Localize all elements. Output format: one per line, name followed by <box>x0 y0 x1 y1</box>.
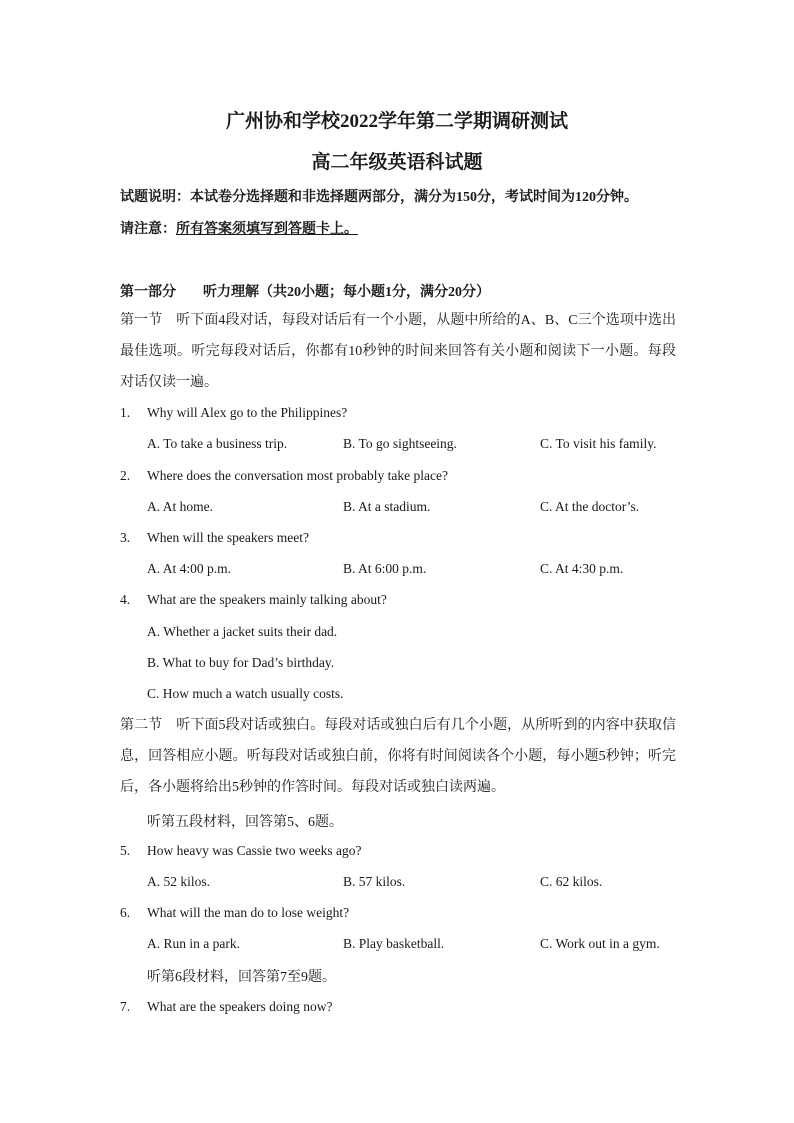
note-label: 请注意： <box>120 222 176 237</box>
option-c: C. Work out in a gym. <box>540 936 660 951</box>
question-number: 7. <box>120 999 131 1014</box>
part1-label: 第一部分 <box>120 285 176 300</box>
option-c: C. How much a watch usually costs. <box>147 686 344 701</box>
option-c: C. 62 kilos. <box>540 874 603 889</box>
question-number: 2. <box>120 468 131 483</box>
question-number: 4. <box>120 592 131 607</box>
option-b: B. Play basketball. <box>343 936 445 951</box>
option-c: C. At the doctor’s. <box>540 499 640 514</box>
material-instruction: 听第6段材料，回答第7至9题。 <box>147 970 336 985</box>
exam-note <box>120 218 358 238</box>
question-text: How heavy was Cassie two weeks ago? <box>147 843 362 858</box>
question-text: What are the speakers doing now? <box>147 999 333 1014</box>
option-a: A. At 4:00 p.m. <box>147 561 232 576</box>
question-text: When will the speakers meet? <box>147 530 309 545</box>
option-c: C. To visit his family. <box>540 436 657 451</box>
section2-label: 第二节 <box>120 718 163 733</box>
exam-title: 广州协和学校2022学年第二学期调研测试 <box>225 111 568 132</box>
part1-heading-text: 听力理解（共20小题；每小题1分，满分20分） <box>203 285 490 300</box>
option-a: A. Whether a jacket suits their dad. <box>147 624 338 639</box>
option-a: A. To take a business trip. <box>147 436 288 451</box>
material-instruction: 听第五段材料，回答第5、6题。 <box>147 815 343 830</box>
question-number: 3. <box>120 530 131 545</box>
section1-label: 第一节 <box>120 313 163 328</box>
question-number: 6. <box>120 905 131 920</box>
question-text: Why will Alex go to the Philippines? <box>147 405 348 420</box>
section1-instructions <box>120 305 676 398</box>
option-b: B. At a stadium. <box>343 499 431 514</box>
option-b: B. 57 kilos. <box>343 874 406 889</box>
question-text: Where does the conversation most probably take place? <box>147 468 449 483</box>
option-c: C. At 4:30 p.m. <box>540 561 624 576</box>
option-a: A. 52 kilos. <box>147 874 211 889</box>
option-b: B. What to buy for Dad’s birthday. <box>147 655 335 670</box>
option-a: A. Run in a park. <box>147 936 240 951</box>
exam-subtitle: 高二年级英语科试题 <box>311 152 483 173</box>
option-b: B. To go sightseeing. <box>343 436 457 451</box>
section2-instructions <box>120 710 676 803</box>
note-text: 所有答案须填写到答题卡上。 <box>176 222 358 237</box>
option-b: B. At 6:00 p.m. <box>343 561 427 576</box>
question-text: What will the man do to lose weight? <box>147 905 350 920</box>
part1-heading <box>120 281 490 301</box>
section2-text: 听下面5段对话或独白。每段对话或独白后有几个小题，从所听到的内容中获取信息，回答相应小题。听每段对话或独白前，你将有时间阅读各个小题，每小题5秒钟；听完后，各小题将给出5秒钟的作答时间。每段对话或独白读两遍。 <box>120 718 677 795</box>
section1-text: 听下面4段对话，每段对话后有一个小题，从题中所给的A、B、C三个选项中选出最佳选项。听完每段对话后，你都有10秒钟的时间来回答有关小题和阅读下一小题。每段对话仅读一遍。 <box>120 313 676 390</box>
question-number: 5. <box>120 843 131 858</box>
question-number: 1. <box>120 405 131 420</box>
exam-instructions: 试题说明：本试卷分选择题和非选择题两部分，满分为150分，考试时间为120分钟。 <box>120 190 638 205</box>
question-text: What are the speakers mainly talking about? <box>147 592 387 607</box>
option-a: A. At home. <box>147 499 213 514</box>
